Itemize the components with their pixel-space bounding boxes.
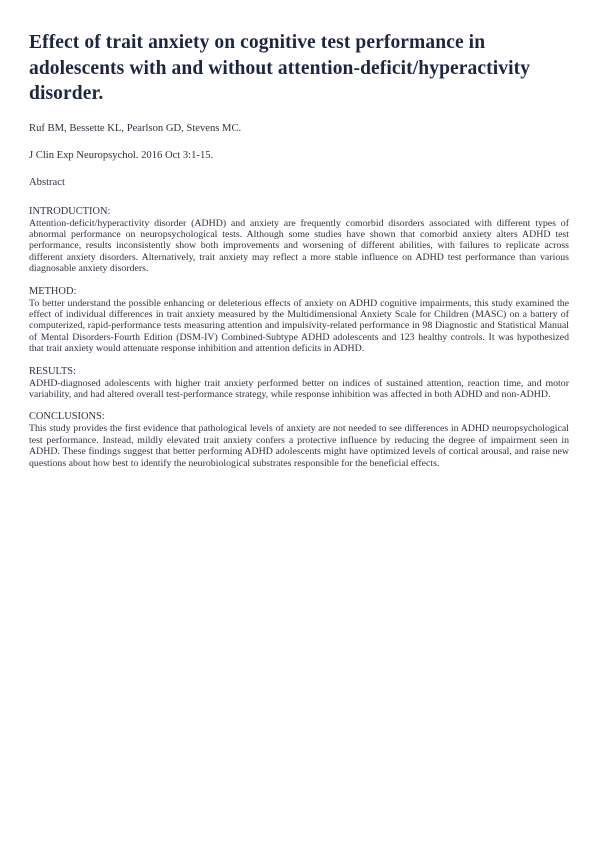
section-heading: METHOD: <box>29 285 77 297</box>
section-results <box>29 366 569 401</box>
section-body: ADHD-diagnosed adolescents with higher trait anxiety performed better on indices of sustained attention, reaction time, and motor variability, and had altered overall test-performance strategy, while response inhibition was affected in both ADHD and non-ADHD. <box>29 377 569 400</box>
section-method <box>29 286 569 355</box>
section-heading: RESULTS: <box>29 365 76 377</box>
section-conclusions <box>29 411 569 469</box>
section-introduction <box>29 206 569 275</box>
section-body: Attention-deficit/hyperactivity disorder (ADHD) and anxiety are frequently comorbid disorders associated with different types of abnormal performance on neuropsychological tests. Although some studies have shown that comorbid anxiety alters ADHD test performance, results inconsistently show both improvements and worsening of different abilities, with failures to replicate across different anxiety disorders. Alternatively, trait anxiety may reflect a more stable influence on ADHD test performance than various diagnosable anxiety disorders. <box>29 217 569 275</box>
section-body: This study provides the first evidence that pathological levels of anxiety are not needed to see differences in ADHD neuropsychological test performance. Instead, mildly elevated trait anxiety confers a protective influence by reducing the degree of impairment seen in ADHD. These findings suggest that better performing ADHD adolescents might have optimized levels of cortical arousal, and raise new questions about how best to identify the neurobiological substrates responsible for the beneficial effects. <box>29 423 569 469</box>
author-list: Ruf BM, Bessette KL, Pearlson GD, Stevens MC. <box>29 122 242 134</box>
article-page <box>29 30 569 480</box>
article-title: Effect of trait anxiety on cognitive test performance in adolescents with and without attention-deficit/hyperactivity disorder. <box>29 32 531 104</box>
section-heading: CONCLUSIONS: <box>29 411 105 423</box>
abstract-label: Abstract <box>29 176 65 188</box>
section-heading: INTRODUCTION: <box>29 205 111 217</box>
section-body: To better understand the possible enhancing or deleterious effects of anxiety on ADHD cognitive impairments, this study examined the effect of individual differences in trait anxiety measured by the Multidimensional Anxiety Scale for Children (MASC) on a battery of computerized, rapid-performance tests measuring attention and impulsivity-related performance in 98 Diagnostic and Statistical Manual of Mental Disorders-Fourth Edition (DSM-IV) Combined-Subtype ADHD adolescents and 123 healthy controls. It was hypothesized that trait anxiety would attenuate response inhibition and attention deficits in ADHD. <box>29 297 569 355</box>
journal-citation: J Clin Exp Neuropsychol. 2016 Oct 3:1-15. <box>29 149 214 161</box>
